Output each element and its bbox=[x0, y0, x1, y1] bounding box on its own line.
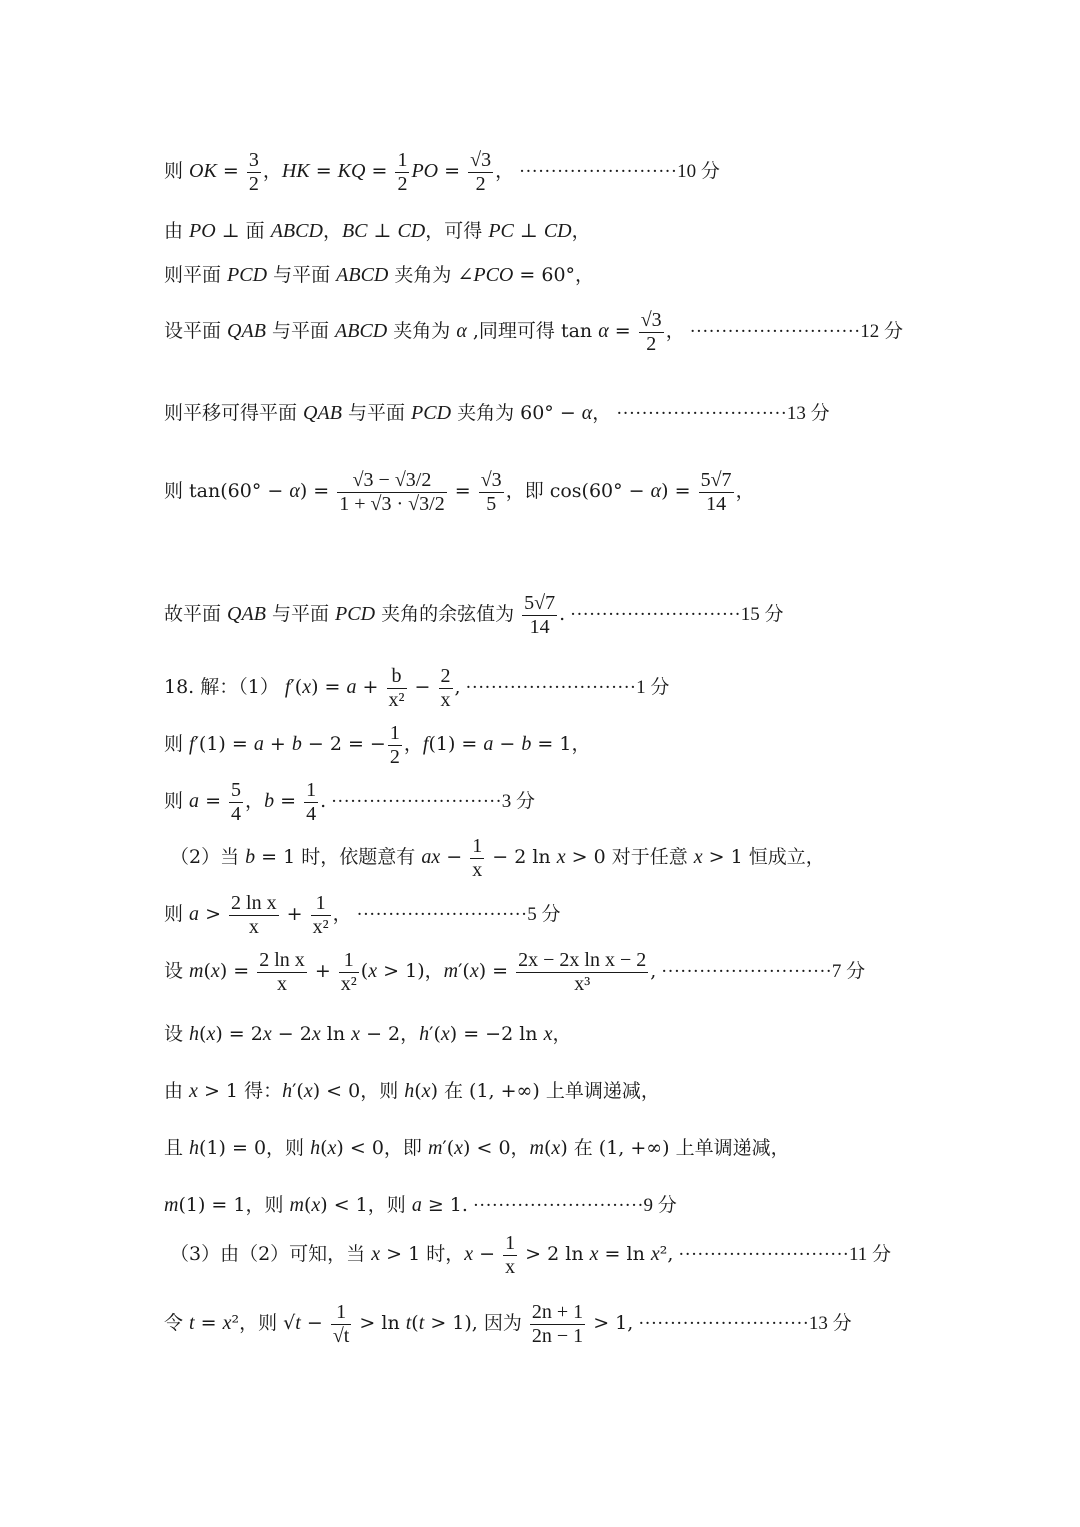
fraction-numerator: 1 bbox=[306, 778, 317, 801]
dotted-leader: ··························· bbox=[326, 791, 502, 812]
solution-line-10 bbox=[164, 779, 535, 826]
fraction bbox=[395, 149, 409, 196]
math-symbol: QAB bbox=[303, 402, 342, 424]
fraction-numerator: 1 bbox=[331, 1301, 352, 1325]
math-text: 则平移可得平面 QAB 与平面 PCD 夹角为 60° − α， bbox=[164, 402, 612, 424]
math-symbol: x bbox=[222, 1312, 232, 1334]
fraction bbox=[229, 779, 243, 826]
score-mark: 1 分 bbox=[636, 677, 670, 698]
fraction-denominator: x² bbox=[312, 915, 329, 938]
fraction-denominator: x bbox=[440, 688, 451, 711]
dotted-leader: ··························· bbox=[633, 1313, 809, 1334]
math-text: 由 PO ⊥ 面 ABCD，BC ⊥ CD，可得 PC ⊥ CD， bbox=[164, 220, 591, 242]
score-mark: 3 分 bbox=[501, 791, 535, 812]
line-content bbox=[164, 664, 670, 711]
fraction bbox=[257, 949, 307, 996]
fraction-denominator: 5 bbox=[486, 492, 497, 515]
math-symbol: h bbox=[404, 1080, 415, 1102]
math-symbol: t bbox=[405, 1312, 412, 1334]
fraction-denominator: 2n − 1 bbox=[531, 1324, 584, 1347]
math-symbol: x bbox=[189, 1080, 198, 1102]
math-symbol: α bbox=[581, 402, 593, 424]
fraction bbox=[247, 149, 261, 196]
dotted-leader: ··························· bbox=[565, 604, 741, 625]
fraction-denominator: x² bbox=[340, 972, 357, 995]
score-mark: 5 分 bbox=[527, 904, 561, 925]
math-text: （3）由（2）可知，当 x > 1 时，x − $\frac{1}{x}$ > 2 ln x = ln x², bbox=[170, 1231, 674, 1278]
line-content bbox=[164, 1080, 660, 1102]
fraction bbox=[311, 892, 331, 939]
math-symbol: x bbox=[327, 1137, 337, 1159]
math-symbol: t bbox=[418, 1312, 425, 1334]
fraction bbox=[468, 149, 493, 196]
math-symbol: x bbox=[206, 1023, 216, 1045]
line-content bbox=[164, 1194, 677, 1216]
math-symbol: HK bbox=[281, 160, 310, 182]
line-content bbox=[164, 402, 830, 424]
dotted-leader: ··························· bbox=[656, 961, 832, 982]
solution-line-17 bbox=[164, 1195, 677, 1215]
line-content bbox=[164, 308, 904, 355]
fraction-numerator: 1 bbox=[397, 148, 408, 171]
dotted-leader: ··························· bbox=[467, 1195, 644, 1216]
fraction-denominator: x³ bbox=[574, 972, 591, 995]
math-symbol: ABCD bbox=[336, 264, 389, 286]
math-symbol: x bbox=[551, 1137, 561, 1159]
dotted-leader: ··························· bbox=[460, 677, 637, 698]
math-symbol: f bbox=[284, 676, 291, 698]
fraction-numerator: 1 bbox=[311, 892, 331, 916]
math-symbol: x bbox=[440, 1023, 450, 1045]
fraction bbox=[470, 835, 484, 882]
math-text: 则 OK = $\frac{3}{2}$ ，HK = KQ = $\frac{1}{2}$ PO = $\frac{√3}{2}$ ， bbox=[164, 148, 515, 195]
math-text: 18. 解：（1） f′(x) = a + $\frac{b}{\text{x²}}$ − $\frac{2}{x}$ , bbox=[164, 664, 461, 711]
fraction-numerator: b bbox=[387, 665, 407, 689]
math-symbol: ABCD bbox=[270, 220, 323, 242]
fraction-denominator: 2 bbox=[475, 172, 486, 195]
solution-line-15 bbox=[164, 1081, 660, 1101]
math-symbol: b bbox=[264, 790, 275, 812]
fraction-numerator: 1 bbox=[505, 1231, 516, 1254]
dotted-leader: ··························· bbox=[351, 904, 528, 925]
solution-line-6 bbox=[164, 469, 755, 516]
math-symbol: h bbox=[189, 1137, 200, 1159]
math-symbol: x bbox=[210, 960, 220, 982]
fraction bbox=[388, 722, 402, 769]
math-text: 设平面 QAB 与平面 ABCD 夹角为 α ,同理可得 tan α = $\frac{√3}{2}$ ， bbox=[164, 308, 685, 355]
solution-line-7 bbox=[164, 592, 784, 639]
solution-line-5 bbox=[164, 403, 830, 423]
math-symbol: x bbox=[589, 1243, 599, 1265]
math-text: 则平面 PCD 与平面 ABCD 夹角为 ∠PCO = 60°， bbox=[164, 264, 595, 286]
math-symbol: b bbox=[245, 846, 256, 868]
math-text: m(1) = 1，则 m(x) < 1，则 a ≥ 1. bbox=[164, 1194, 468, 1216]
math-symbol: a bbox=[411, 1194, 422, 1216]
fraction bbox=[304, 779, 318, 826]
fraction-numerator: √3 bbox=[640, 308, 662, 331]
score-mark: 9 分 bbox=[643, 1195, 677, 1216]
math-symbol: PCD bbox=[335, 603, 376, 625]
fraction-denominator: 14 bbox=[706, 492, 727, 515]
fraction-numerator: 1 bbox=[472, 834, 483, 857]
line-content bbox=[164, 721, 591, 768]
solution-line-4 bbox=[164, 309, 903, 356]
math-symbol: m bbox=[427, 1137, 443, 1159]
math-symbol: PCD bbox=[411, 402, 452, 424]
math-symbol: m bbox=[529, 1137, 544, 1159]
fraction-denominator: 4 bbox=[306, 802, 317, 825]
math-symbol: f bbox=[189, 733, 195, 755]
math-symbol: t bbox=[189, 1312, 195, 1334]
fraction bbox=[699, 469, 734, 516]
math-symbol: b bbox=[291, 733, 302, 755]
math-symbol: h bbox=[310, 1137, 321, 1159]
solution-line-18 bbox=[170, 1232, 891, 1279]
solution-line-1 bbox=[164, 149, 720, 196]
math-symbol: m bbox=[189, 960, 204, 982]
fraction-numerator: 2 ln x bbox=[259, 948, 305, 971]
math-symbol: PCO bbox=[473, 264, 514, 286]
math-symbol: x bbox=[302, 676, 312, 698]
fraction bbox=[479, 469, 504, 516]
fraction-numerator: 5√7 bbox=[524, 591, 556, 614]
math-symbol: a bbox=[346, 676, 357, 698]
fraction-numerator: 5 bbox=[231, 778, 242, 801]
math-symbol: x bbox=[262, 1023, 272, 1045]
math-symbol: α bbox=[289, 480, 300, 502]
math-symbol: x bbox=[303, 1080, 313, 1102]
math-text: （2）当 b = 1 时，依题意有 ax − $\frac{1}{x}$ − 2 ln x > 0 对于任意 x > 1 恒成立， bbox=[170, 834, 825, 881]
fraction bbox=[387, 665, 407, 712]
math-symbol: PCD bbox=[227, 264, 268, 286]
score-mark: 15 分 bbox=[740, 604, 784, 625]
fraction bbox=[439, 665, 453, 712]
math-symbol: m bbox=[289, 1194, 304, 1216]
solution-line-14 bbox=[164, 1024, 571, 1044]
line-content bbox=[164, 778, 535, 825]
math-symbol: PO bbox=[411, 160, 439, 182]
math-symbol: QAB bbox=[227, 603, 266, 625]
math-symbol: x bbox=[693, 846, 703, 868]
fraction bbox=[522, 592, 557, 639]
fraction-denominator: 4 bbox=[231, 802, 242, 825]
math-symbol: m bbox=[443, 960, 459, 982]
math-symbol: KQ bbox=[337, 160, 366, 182]
fraction-denominator: x² bbox=[388, 688, 405, 711]
math-symbol: x bbox=[454, 1137, 464, 1159]
fraction bbox=[331, 1301, 352, 1348]
math-symbol: α bbox=[650, 480, 662, 502]
line-content bbox=[164, 1023, 571, 1045]
fraction bbox=[503, 1232, 517, 1279]
fraction bbox=[516, 949, 648, 996]
fraction-denominator: x bbox=[248, 915, 259, 938]
fraction-numerator: √3 − √3/2 bbox=[337, 469, 446, 493]
fraction-numerator: 5√7 bbox=[700, 468, 732, 491]
math-symbol: x bbox=[469, 960, 479, 982]
fraction-denominator: 14 bbox=[529, 615, 550, 638]
solution-line-9 bbox=[164, 722, 590, 769]
line-content bbox=[164, 591, 784, 638]
math-text: 设 m(x) = $\frac{\text{2 ln x}}{x}$ + $\frac{1}{\text{x²}}$ (x > 1)，m′(x) = $\frac{\text{2x − 2x ln x − 2}}{\text{x³}}$ , bbox=[164, 948, 657, 995]
line-content bbox=[164, 948, 866, 995]
math-text: 则 tan(60° − α) = $\frac{√3 - √3/2}{1 + √3 \cdot √3/2}$ = $\frac{√3}{5}$ ，即 cos(60° − α) = $\frac{5√7}{14}$ ， bbox=[164, 468, 755, 515]
fraction-numerator: 2 ln x bbox=[231, 891, 277, 914]
solution-line-12 bbox=[164, 892, 560, 939]
math-text: 故平面 QAB 与平面 PCD 夹角的余弦值为 $\frac{5√7}{14}$ . bbox=[164, 591, 566, 638]
fraction-numerator: √3 bbox=[480, 468, 502, 491]
fraction-denominator: 2 bbox=[646, 332, 657, 355]
math-text: 且 h(1) = 0，则 h(x) < 0，即 m′(x) < 0，m(x) 在 (1, +∞) 上单调递减， bbox=[164, 1137, 790, 1159]
math-symbol: b bbox=[521, 733, 532, 755]
math-text: 设 h(x) = 2x − 2x ln x − 2，h′(x) = −2 ln x， bbox=[164, 1023, 572, 1045]
fraction-denominator: x bbox=[505, 1255, 516, 1278]
line-content bbox=[164, 220, 591, 242]
fraction-denominator: 2 bbox=[248, 172, 259, 195]
line-content bbox=[164, 1300, 852, 1347]
math-symbol: ABCD bbox=[335, 320, 388, 342]
fraction bbox=[229, 892, 279, 939]
math-symbol: f bbox=[422, 733, 429, 755]
math-symbol: h bbox=[282, 1080, 293, 1102]
fraction-numerator: 3 bbox=[248, 148, 259, 171]
math-symbol: x bbox=[464, 1243, 474, 1265]
math-symbol: x bbox=[311, 1023, 321, 1045]
math-symbol: α bbox=[598, 320, 609, 342]
math-symbol: x bbox=[421, 1080, 431, 1102]
math-symbol: BC bbox=[341, 220, 368, 242]
score-mark: 13 分 bbox=[808, 1313, 852, 1334]
score-mark: 7 分 bbox=[831, 961, 866, 982]
solution-line-13 bbox=[164, 949, 865, 996]
solution-line-11 bbox=[170, 835, 825, 882]
math-symbol: CD bbox=[397, 220, 426, 242]
fraction bbox=[339, 949, 359, 996]
math-symbol: a bbox=[483, 733, 494, 755]
math-symbol: x bbox=[311, 1194, 321, 1216]
score-mark: 13 分 bbox=[786, 403, 830, 424]
math-symbol: QAB bbox=[227, 320, 266, 342]
fraction-numerator: 1 bbox=[389, 721, 400, 744]
fraction-denominator: x bbox=[277, 972, 288, 995]
dotted-leader: ··························· bbox=[611, 403, 787, 424]
line-content bbox=[170, 1231, 892, 1278]
math-text: 令 t = x²，则 √t − $\frac{1}{√t}$ > ln t(t > 1), 因为 $\frac{2n + 1}{2n - 1}$ > 1, bbox=[164, 1300, 634, 1347]
math-text: 由 x > 1 得：h′(x) < 0，则 h(x) 在 (1, +∞) 上单调递减， bbox=[164, 1080, 660, 1102]
dotted-leader: ··························· bbox=[673, 1244, 850, 1265]
fraction-denominator: √t bbox=[332, 1324, 350, 1347]
line-content bbox=[164, 891, 561, 938]
math-symbol: a bbox=[253, 733, 264, 755]
math-symbol: t bbox=[295, 1312, 301, 1334]
math-symbol: x bbox=[650, 1243, 660, 1265]
math-symbol: ax bbox=[421, 846, 441, 868]
math-symbol: m bbox=[164, 1194, 179, 1216]
math-symbol: PO bbox=[189, 220, 216, 242]
math-symbol: x bbox=[556, 846, 566, 868]
score-mark: 10 分 bbox=[677, 161, 720, 182]
math-symbol: x bbox=[351, 1023, 361, 1045]
score-mark: 11 分 bbox=[849, 1244, 892, 1265]
line-content bbox=[164, 1137, 790, 1159]
fraction bbox=[337, 469, 446, 516]
fraction-numerator: 2 bbox=[440, 664, 451, 687]
line-content bbox=[170, 834, 825, 881]
solution-line-16 bbox=[164, 1138, 790, 1158]
math-symbol: α bbox=[456, 320, 467, 342]
fraction-denominator: 2 bbox=[397, 172, 408, 195]
solution-line-3 bbox=[164, 265, 594, 285]
fraction-denominator: x bbox=[472, 858, 483, 881]
math-symbol: a bbox=[189, 903, 200, 925]
line-content bbox=[164, 264, 594, 286]
math-text: 则 f′(1) = a + b − 2 = − $\frac{1}{2}$ ，f(1) = a − b = 1， bbox=[164, 721, 591, 768]
score-mark: 12 分 bbox=[860, 321, 904, 342]
math-symbol: h bbox=[189, 1023, 200, 1045]
fraction-denominator: 2 bbox=[389, 745, 400, 768]
math-symbol: h bbox=[419, 1023, 430, 1045]
solution-line-8 bbox=[164, 665, 669, 712]
math-symbol: x bbox=[371, 1243, 381, 1265]
math-symbol: CD bbox=[543, 220, 572, 242]
math-text: 则 a > $\frac{\text{2 ln x}}{x}$ + $\frac{1}{\text{x²}}$ ， bbox=[164, 891, 352, 938]
math-symbol: OK bbox=[189, 160, 217, 182]
math-text: 则 a = $\frac{5}{4}$ ，b = $\frac{1}{4}$ . bbox=[164, 778, 327, 825]
math-symbol: x bbox=[543, 1023, 553, 1045]
fraction bbox=[639, 309, 664, 356]
fraction-numerator: √3 bbox=[470, 148, 492, 171]
line-content bbox=[164, 148, 720, 195]
solution-line-2 bbox=[164, 221, 591, 241]
fraction bbox=[530, 1301, 585, 1348]
fraction-numerator: 1 bbox=[339, 949, 359, 973]
math-symbol: PC bbox=[488, 220, 514, 242]
dotted-leader: ························· bbox=[514, 161, 678, 182]
fraction-numerator: 2n + 1 bbox=[531, 1300, 584, 1323]
fraction-denominator: 1 + √3 · √3/2 bbox=[339, 492, 445, 515]
math-symbol: a bbox=[189, 790, 200, 812]
fraction-numerator: 2x − 2x ln x − 2 bbox=[518, 948, 647, 971]
math-symbol: x bbox=[368, 960, 378, 982]
solution-line-19 bbox=[164, 1301, 852, 1348]
dotted-leader: ··························· bbox=[684, 321, 861, 342]
